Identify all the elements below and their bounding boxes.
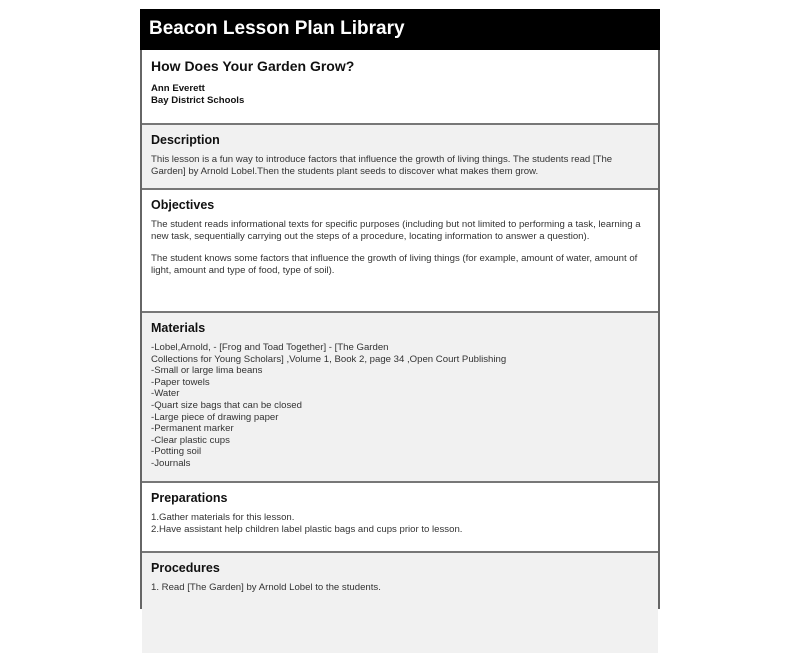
- site-header: Beacon Lesson Plan Library: [140, 9, 660, 50]
- list-item: 1. Read [The Garden] by Arnold Lobel to the students.: [151, 582, 381, 593]
- description-text: This lesson is a fun way to introduce factors that influence the growth of living things. The students read [The Garden] by Arnold Lobel.Then the students plant seeds to discover what makes them grow.: [151, 154, 613, 177]
- list-item: 2.Have assistant help children label plastic bags and cups prior to lesson.: [151, 523, 463, 535]
- section-heading: Description: [151, 133, 220, 147]
- section-heading: Materials: [151, 321, 206, 335]
- procedures-section: [142, 553, 658, 653]
- list-item: Collections for Young Scholars] ,Volume 1, Book 2, page 34 ,Open Court Publishing: [151, 353, 507, 365]
- materials-section: [142, 313, 658, 483]
- procedures-list: [151, 582, 649, 594]
- list-item: 1.Gather materials for this lesson.: [151, 512, 295, 523]
- lesson-title: How Does Your Garden Grow?: [151, 58, 355, 74]
- author-name: Ann Everett: [151, 83, 205, 94]
- list-item: -Permanent marker: [151, 423, 234, 435]
- description-section: [142, 125, 658, 190]
- lesson-title-section: [142, 50, 658, 125]
- section-heading: Objectives: [151, 198, 215, 212]
- list-item: -Clear plastic cups: [151, 434, 230, 446]
- list-item: -Quart size bags that can be closed: [151, 399, 302, 411]
- preparations-section: [142, 483, 658, 553]
- objective-text: The student knows some factors that influence the growth of living things (for example, amount of water, amount of light, amount and type of food, type of soil).: [151, 253, 638, 276]
- lesson-plan-page: [140, 9, 660, 609]
- objective-text: The student reads informational texts for specific purposes (including but not limited to performing a task, learning a new task, sequentially carrying out the steps of a procedure, locating information to answer a question).: [151, 219, 641, 242]
- materials-list: [151, 342, 649, 470]
- section-heading: Procedures: [151, 561, 220, 575]
- preparations-list: [151, 512, 649, 535]
- organization-name: Bay District Schools: [151, 94, 245, 106]
- list-item: -Potting soil: [151, 446, 202, 458]
- list-item: -Lobel,Arnold, - [Frog and Toad Together] - [The Garden: [151, 342, 389, 353]
- list-item: -Journals: [151, 457, 191, 469]
- list-item: -Paper towels: [151, 376, 210, 388]
- objectives-section: [142, 190, 658, 313]
- list-item: -Small or large lima beans: [151, 365, 263, 377]
- list-item: -Large piece of drawing paper: [151, 411, 279, 423]
- section-heading: Preparations: [151, 491, 228, 505]
- list-item: -Water: [151, 388, 180, 400]
